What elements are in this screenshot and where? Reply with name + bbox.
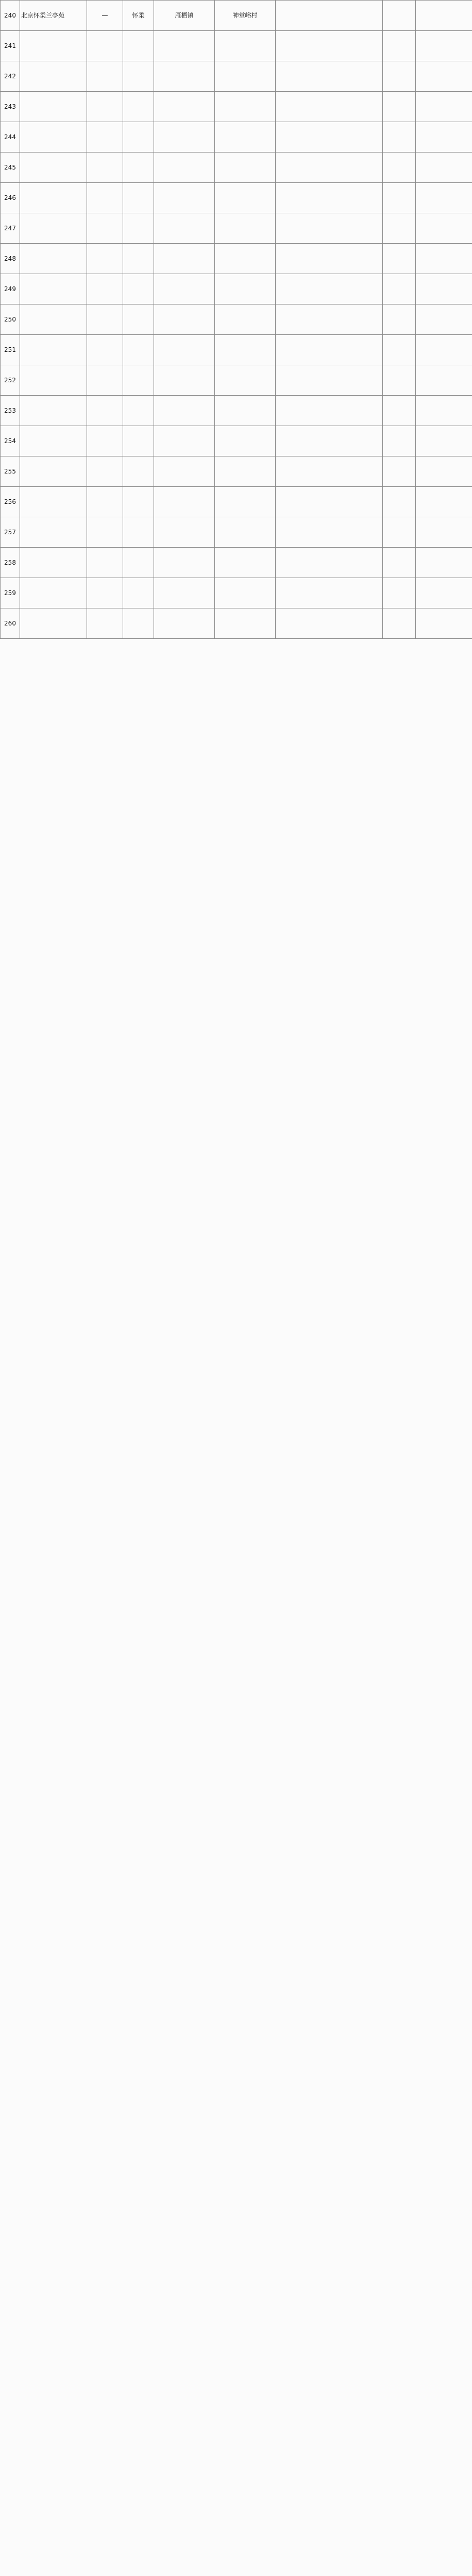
cell-star bbox=[87, 456, 123, 487]
table-row bbox=[1, 396, 472, 426]
cell-phone bbox=[416, 1, 472, 31]
data-table bbox=[0, 0, 472, 639]
cell-name bbox=[20, 396, 87, 426]
cell-town bbox=[154, 396, 215, 426]
cell-star bbox=[87, 183, 123, 213]
cell-no: 256 bbox=[1, 487, 20, 517]
cell-phone bbox=[416, 244, 472, 274]
cell-area bbox=[123, 487, 154, 517]
cell-area bbox=[123, 456, 154, 487]
cell-phone bbox=[416, 92, 472, 122]
table-row bbox=[1, 578, 472, 608]
cell-name bbox=[20, 213, 87, 244]
cell-addr bbox=[276, 487, 383, 517]
cell-addr bbox=[276, 517, 383, 548]
cell-area bbox=[123, 122, 154, 152]
cell-no: 252 bbox=[1, 365, 20, 396]
cell-no: 257 bbox=[1, 517, 20, 548]
cell-addr bbox=[276, 365, 383, 396]
cell-town bbox=[154, 122, 215, 152]
cell-phone bbox=[416, 487, 472, 517]
table-row bbox=[1, 244, 472, 274]
cell-phone bbox=[416, 304, 472, 335]
cell-phone bbox=[416, 213, 472, 244]
cell-addr bbox=[276, 426, 383, 456]
cell-star bbox=[87, 517, 123, 548]
table-row bbox=[1, 31, 472, 61]
cell-town bbox=[154, 244, 215, 274]
cell-phone bbox=[416, 152, 472, 183]
cell-star bbox=[87, 61, 123, 92]
cell-name bbox=[20, 183, 87, 213]
cell-village bbox=[215, 183, 276, 213]
cell-star bbox=[87, 213, 123, 244]
cell-no: 250 bbox=[1, 304, 20, 335]
cell-addr bbox=[276, 335, 383, 365]
cell-village bbox=[215, 396, 276, 426]
cell-rooms bbox=[383, 92, 416, 122]
cell-town bbox=[154, 365, 215, 396]
cell-no: 258 bbox=[1, 548, 20, 578]
cell-phone bbox=[416, 122, 472, 152]
table-row bbox=[1, 274, 472, 304]
table-row bbox=[1, 152, 472, 183]
cell-addr bbox=[276, 183, 383, 213]
cell-addr bbox=[276, 122, 383, 152]
cell-area bbox=[123, 31, 154, 61]
cell-town bbox=[154, 608, 215, 639]
cell-name bbox=[20, 61, 87, 92]
cell-rooms bbox=[383, 1, 416, 31]
cell-phone bbox=[416, 274, 472, 304]
cell-no: 247 bbox=[1, 213, 20, 244]
cell-name bbox=[20, 426, 87, 456]
cell-no: 249 bbox=[1, 274, 20, 304]
cell-area bbox=[123, 548, 154, 578]
table-row bbox=[1, 487, 472, 517]
cell-star bbox=[87, 365, 123, 396]
cell-rooms bbox=[383, 578, 416, 608]
cell-star bbox=[87, 244, 123, 274]
cell-rooms bbox=[383, 213, 416, 244]
cell-village bbox=[215, 426, 276, 456]
cell-star bbox=[87, 487, 123, 517]
cell-no: 243 bbox=[1, 92, 20, 122]
cell-addr bbox=[276, 304, 383, 335]
cell-star bbox=[87, 578, 123, 608]
cell-phone bbox=[416, 183, 472, 213]
cell-village bbox=[215, 304, 276, 335]
cell-village bbox=[215, 608, 276, 639]
cell-name bbox=[20, 244, 87, 274]
cell-area bbox=[123, 183, 154, 213]
cell-phone bbox=[416, 608, 472, 639]
cell-rooms bbox=[383, 608, 416, 639]
cell-addr bbox=[276, 213, 383, 244]
cell-no: 251 bbox=[1, 335, 20, 365]
table-row bbox=[1, 61, 472, 92]
cell-village bbox=[215, 213, 276, 244]
cell-area bbox=[123, 578, 154, 608]
cell-no: 255 bbox=[1, 456, 20, 487]
cell-name bbox=[20, 608, 87, 639]
cell-area bbox=[123, 274, 154, 304]
table-row bbox=[1, 92, 472, 122]
cell-no: 254 bbox=[1, 426, 20, 456]
cell-town: 雁栖镇 bbox=[154, 1, 215, 31]
cell-name bbox=[20, 365, 87, 396]
cell-phone bbox=[416, 31, 472, 61]
cell-rooms bbox=[383, 396, 416, 426]
cell-star bbox=[87, 31, 123, 61]
cell-town bbox=[154, 304, 215, 335]
cell-addr bbox=[276, 608, 383, 639]
cell-phone bbox=[416, 396, 472, 426]
cell-no: 241 bbox=[1, 31, 20, 61]
cell-rooms bbox=[383, 365, 416, 396]
cell-town bbox=[154, 213, 215, 244]
cell-rooms bbox=[383, 487, 416, 517]
cell-name bbox=[20, 304, 87, 335]
cell-name bbox=[20, 548, 87, 578]
cell-phone bbox=[416, 578, 472, 608]
cell-rooms bbox=[383, 152, 416, 183]
cell-addr bbox=[276, 152, 383, 183]
cell-star bbox=[87, 152, 123, 183]
cell-town bbox=[154, 548, 215, 578]
cell-no: 244 bbox=[1, 122, 20, 152]
cell-village: 神堂峪村 bbox=[215, 1, 276, 31]
cell-rooms bbox=[383, 61, 416, 92]
cell-name bbox=[20, 335, 87, 365]
table-row bbox=[1, 335, 472, 365]
table-row bbox=[1, 426, 472, 456]
cell-village bbox=[215, 456, 276, 487]
cell-village bbox=[215, 335, 276, 365]
cell-phone bbox=[416, 456, 472, 487]
table-row bbox=[1, 548, 472, 578]
cell-star bbox=[87, 274, 123, 304]
cell-rooms bbox=[383, 335, 416, 365]
cell-addr bbox=[276, 31, 383, 61]
cell-area bbox=[123, 396, 154, 426]
cell-town bbox=[154, 31, 215, 61]
cell-addr bbox=[276, 1, 383, 31]
cell-name bbox=[20, 122, 87, 152]
cell-village bbox=[215, 517, 276, 548]
cell-rooms bbox=[383, 426, 416, 456]
cell-name bbox=[20, 92, 87, 122]
cell-no: 245 bbox=[1, 152, 20, 183]
cell-village bbox=[215, 31, 276, 61]
table-row bbox=[1, 365, 472, 396]
cell-rooms bbox=[383, 274, 416, 304]
cell-phone bbox=[416, 548, 472, 578]
cell-no: 259 bbox=[1, 578, 20, 608]
cell-town bbox=[154, 152, 215, 183]
cell-phone bbox=[416, 61, 472, 92]
cell-area bbox=[123, 426, 154, 456]
cell-area bbox=[123, 61, 154, 92]
cell-star bbox=[87, 608, 123, 639]
cell-village bbox=[215, 152, 276, 183]
cell-star bbox=[87, 122, 123, 152]
cell-name bbox=[20, 274, 87, 304]
cell-star bbox=[87, 92, 123, 122]
cell-town bbox=[154, 335, 215, 365]
table-row bbox=[1, 517, 472, 548]
cell-name bbox=[20, 487, 87, 517]
table-row bbox=[1, 304, 472, 335]
cell-no: 240 bbox=[1, 1, 20, 31]
cell-no: 260 bbox=[1, 608, 20, 639]
cell-town bbox=[154, 487, 215, 517]
cell-area bbox=[123, 335, 154, 365]
cell-town bbox=[154, 274, 215, 304]
cell-name bbox=[20, 517, 87, 548]
cell-star bbox=[87, 335, 123, 365]
cell-area bbox=[123, 365, 154, 396]
cell-addr bbox=[276, 456, 383, 487]
cell-town bbox=[154, 61, 215, 92]
cell-name bbox=[20, 152, 87, 183]
cell-name bbox=[20, 456, 87, 487]
cell-addr bbox=[276, 396, 383, 426]
cell-star bbox=[87, 426, 123, 456]
cell-village bbox=[215, 61, 276, 92]
cell-rooms bbox=[383, 244, 416, 274]
cell-rooms bbox=[383, 456, 416, 487]
cell-area bbox=[123, 213, 154, 244]
cell-name bbox=[20, 31, 87, 61]
cell-name bbox=[20, 578, 87, 608]
cell-town bbox=[154, 92, 215, 122]
cell-star bbox=[87, 396, 123, 426]
cell-name: 北京怀柔兰亭苑 bbox=[20, 1, 87, 31]
cell-village bbox=[215, 365, 276, 396]
cell-no: 242 bbox=[1, 61, 20, 92]
cell-town bbox=[154, 183, 215, 213]
table-row bbox=[1, 122, 472, 152]
cell-town bbox=[154, 426, 215, 456]
cell-no: 248 bbox=[1, 244, 20, 274]
cell-town bbox=[154, 456, 215, 487]
cell-rooms bbox=[383, 548, 416, 578]
cell-area bbox=[123, 517, 154, 548]
cell-rooms bbox=[383, 304, 416, 335]
cell-area bbox=[123, 244, 154, 274]
cell-village bbox=[215, 578, 276, 608]
cell-area bbox=[123, 92, 154, 122]
table-row bbox=[1, 213, 472, 244]
cell-addr bbox=[276, 92, 383, 122]
cell-rooms bbox=[383, 31, 416, 61]
cell-village bbox=[215, 548, 276, 578]
cell-rooms bbox=[383, 183, 416, 213]
cell-addr bbox=[276, 244, 383, 274]
cell-addr bbox=[276, 274, 383, 304]
cell-village bbox=[215, 122, 276, 152]
cell-addr bbox=[276, 61, 383, 92]
cell-town bbox=[154, 578, 215, 608]
cell-rooms bbox=[383, 122, 416, 152]
cell-star bbox=[87, 304, 123, 335]
cell-rooms bbox=[383, 517, 416, 548]
cell-star: — bbox=[87, 1, 123, 31]
cell-area bbox=[123, 152, 154, 183]
cell-no: 246 bbox=[1, 183, 20, 213]
table-row bbox=[1, 183, 472, 213]
table-body bbox=[1, 1, 472, 639]
cell-no: 253 bbox=[1, 396, 20, 426]
cell-town bbox=[154, 517, 215, 548]
cell-star bbox=[87, 548, 123, 578]
cell-village bbox=[215, 92, 276, 122]
cell-phone bbox=[416, 517, 472, 548]
cell-phone bbox=[416, 335, 472, 365]
cell-addr bbox=[276, 578, 383, 608]
cell-village bbox=[215, 274, 276, 304]
cell-village bbox=[215, 244, 276, 274]
cell-area bbox=[123, 608, 154, 639]
table-row bbox=[1, 608, 472, 639]
cell-phone bbox=[416, 365, 472, 396]
cell-village bbox=[215, 487, 276, 517]
table-row bbox=[1, 456, 472, 487]
cell-addr bbox=[276, 548, 383, 578]
cell-phone bbox=[416, 426, 472, 456]
table-row bbox=[1, 1, 472, 31]
cell-area bbox=[123, 304, 154, 335]
cell-area: 怀柔 bbox=[123, 1, 154, 31]
